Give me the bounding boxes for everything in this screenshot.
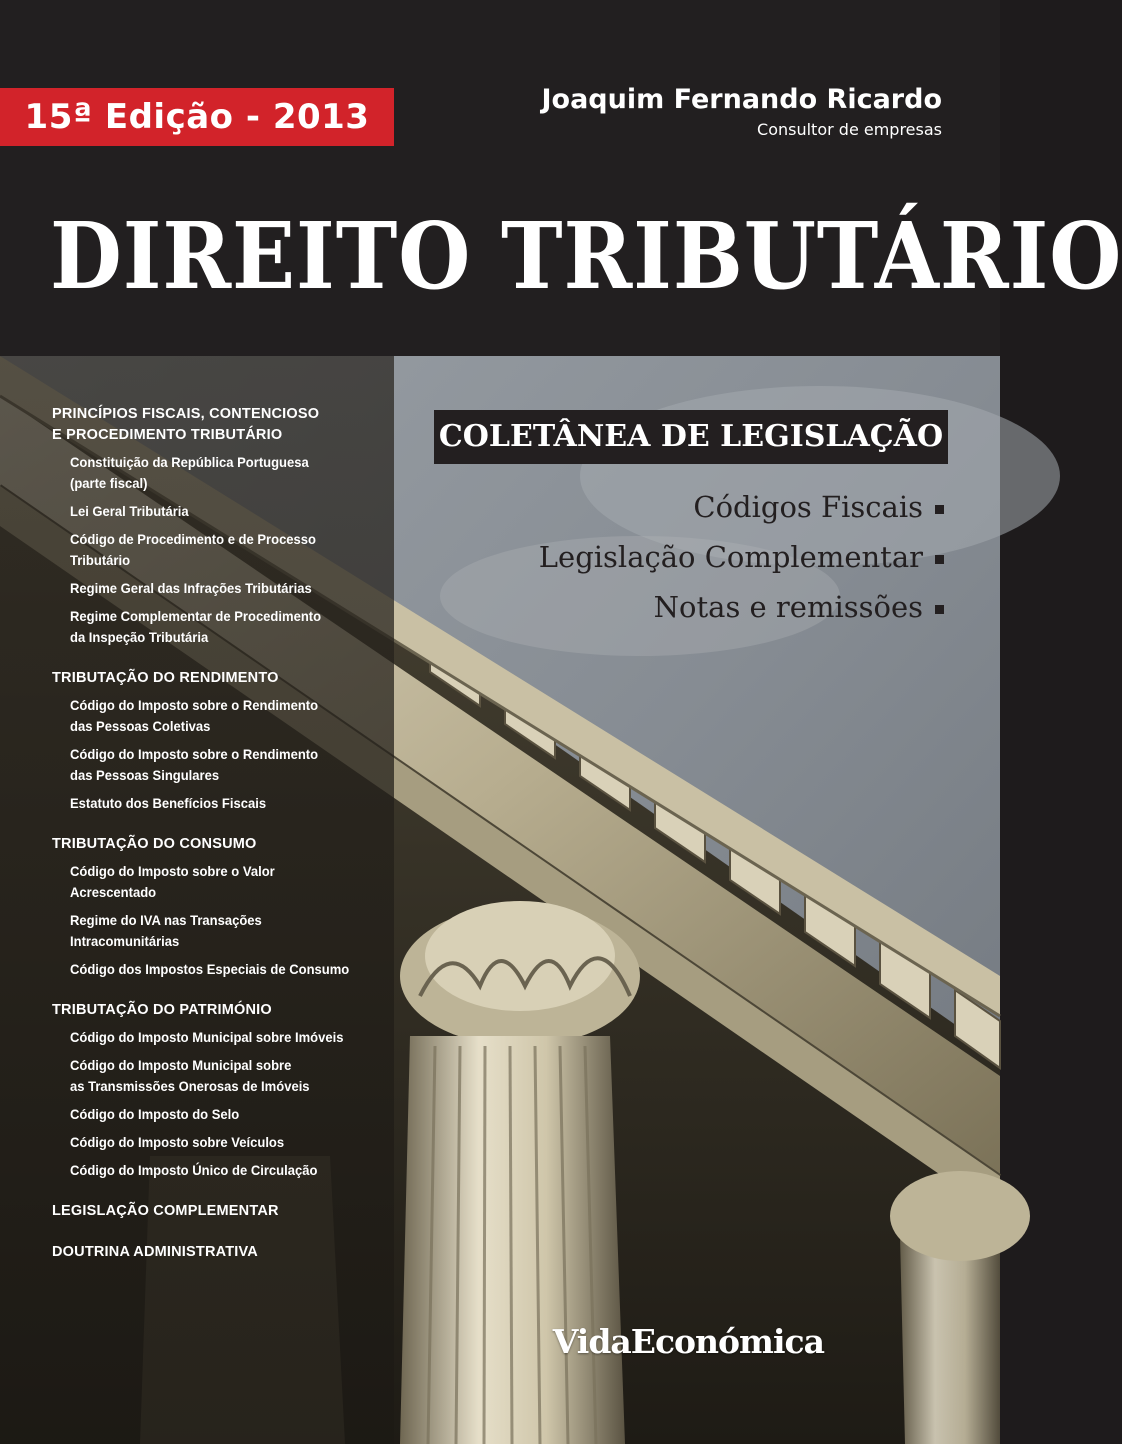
feature-text: Notas e remissões xyxy=(653,590,923,624)
contents-item: Código dos Impostos Especiais de Consumo xyxy=(70,961,350,977)
contents-item: Código do Imposto Único de Circulação xyxy=(70,1162,318,1178)
contents-section-heading: TRIBUTAÇÃO DO RENDIMENTO xyxy=(52,670,279,686)
contents-item-list xyxy=(52,1027,382,1181)
contents-section-heading: TRIBUTAÇÃO DO CONSUMO xyxy=(52,836,257,852)
contents-item: Código do Imposto Municipal sobre Imóveis xyxy=(70,1029,344,1045)
contents-section xyxy=(52,404,382,648)
contents-item: Código de Procedimento e de Processo Tributário xyxy=(70,531,316,568)
feature-item xyxy=(539,532,944,582)
feature-item xyxy=(539,482,944,532)
book-title: DIREITO TRIBUTÁRIO xyxy=(50,202,1122,310)
contents-section-heading: LEGISLAÇÃO COMPLEMENTAR xyxy=(52,1203,279,1219)
square-bullet-icon xyxy=(935,505,944,514)
contents-section xyxy=(52,1000,382,1181)
contents-section xyxy=(52,1201,382,1222)
contents-item: Código do Imposto sobre Veículos xyxy=(70,1134,285,1150)
feature-text: Códigos Fiscais xyxy=(693,490,923,524)
contents-item: Código do Imposto sobre o Rendimento das Pessoas Singulares xyxy=(70,746,319,783)
contents-item: Código do Imposto sobre o Valor Acrescentado xyxy=(70,863,275,900)
contents-item: Regime do IVA nas Transações Intracomunitárias xyxy=(70,912,262,949)
contents-section-heading: DOUTRINA ADMINISTRATIVA xyxy=(52,1244,258,1260)
contents-section xyxy=(52,834,382,980)
contents-section xyxy=(52,1242,382,1263)
contents-item: Regime Complementar de Procedimento da Inspeção Tributária xyxy=(70,608,322,645)
square-bullet-icon xyxy=(935,555,944,564)
contents-section xyxy=(52,668,382,814)
feature-list xyxy=(539,482,944,632)
author-name: Joaquim Fernando Ricardo xyxy=(541,84,942,115)
contents-item-list xyxy=(52,695,382,814)
contents-item-list xyxy=(52,861,382,980)
contents-item: Constituição da República Portuguesa (parte fiscal) xyxy=(70,454,309,491)
edition-badge: 15ª Edição - 2013 xyxy=(0,88,394,146)
collection-label: COLETÂNEA DE LEGISLAÇÃO xyxy=(434,410,948,464)
feature-item xyxy=(539,582,944,632)
square-bullet-icon xyxy=(935,605,944,614)
contents-item: Lei Geral Tributária xyxy=(70,503,189,519)
contents-section-heading: TRIBUTAÇÃO DO PATRIMÓNIO xyxy=(52,1002,272,1018)
feature-text: Legislação Complementar xyxy=(538,540,923,574)
contents-item: Código do Imposto Municipal sobre as Transmissões Onerosas de Imóveis xyxy=(70,1057,310,1094)
contents-item-list xyxy=(52,452,382,648)
contents-item: Código do Imposto sobre o Rendimento das Pessoas Coletivas xyxy=(70,697,319,734)
contents-section-heading: PRINCÍPIOS FISCAIS, CONTENCIOSO E PROCEDIMENTO TRIBUTÁRIO xyxy=(52,406,320,443)
contents-item: Regime Geral das Infrações Tributárias xyxy=(70,580,312,596)
table-of-contents xyxy=(52,404,382,1283)
author-role: Consultor de empresas xyxy=(757,120,942,139)
publisher-logo: VidaEconómica xyxy=(552,1322,824,1361)
contents-item: Estatuto dos Benefícios Fiscais xyxy=(70,795,267,811)
contents-item: Código do Imposto do Selo xyxy=(70,1106,240,1122)
